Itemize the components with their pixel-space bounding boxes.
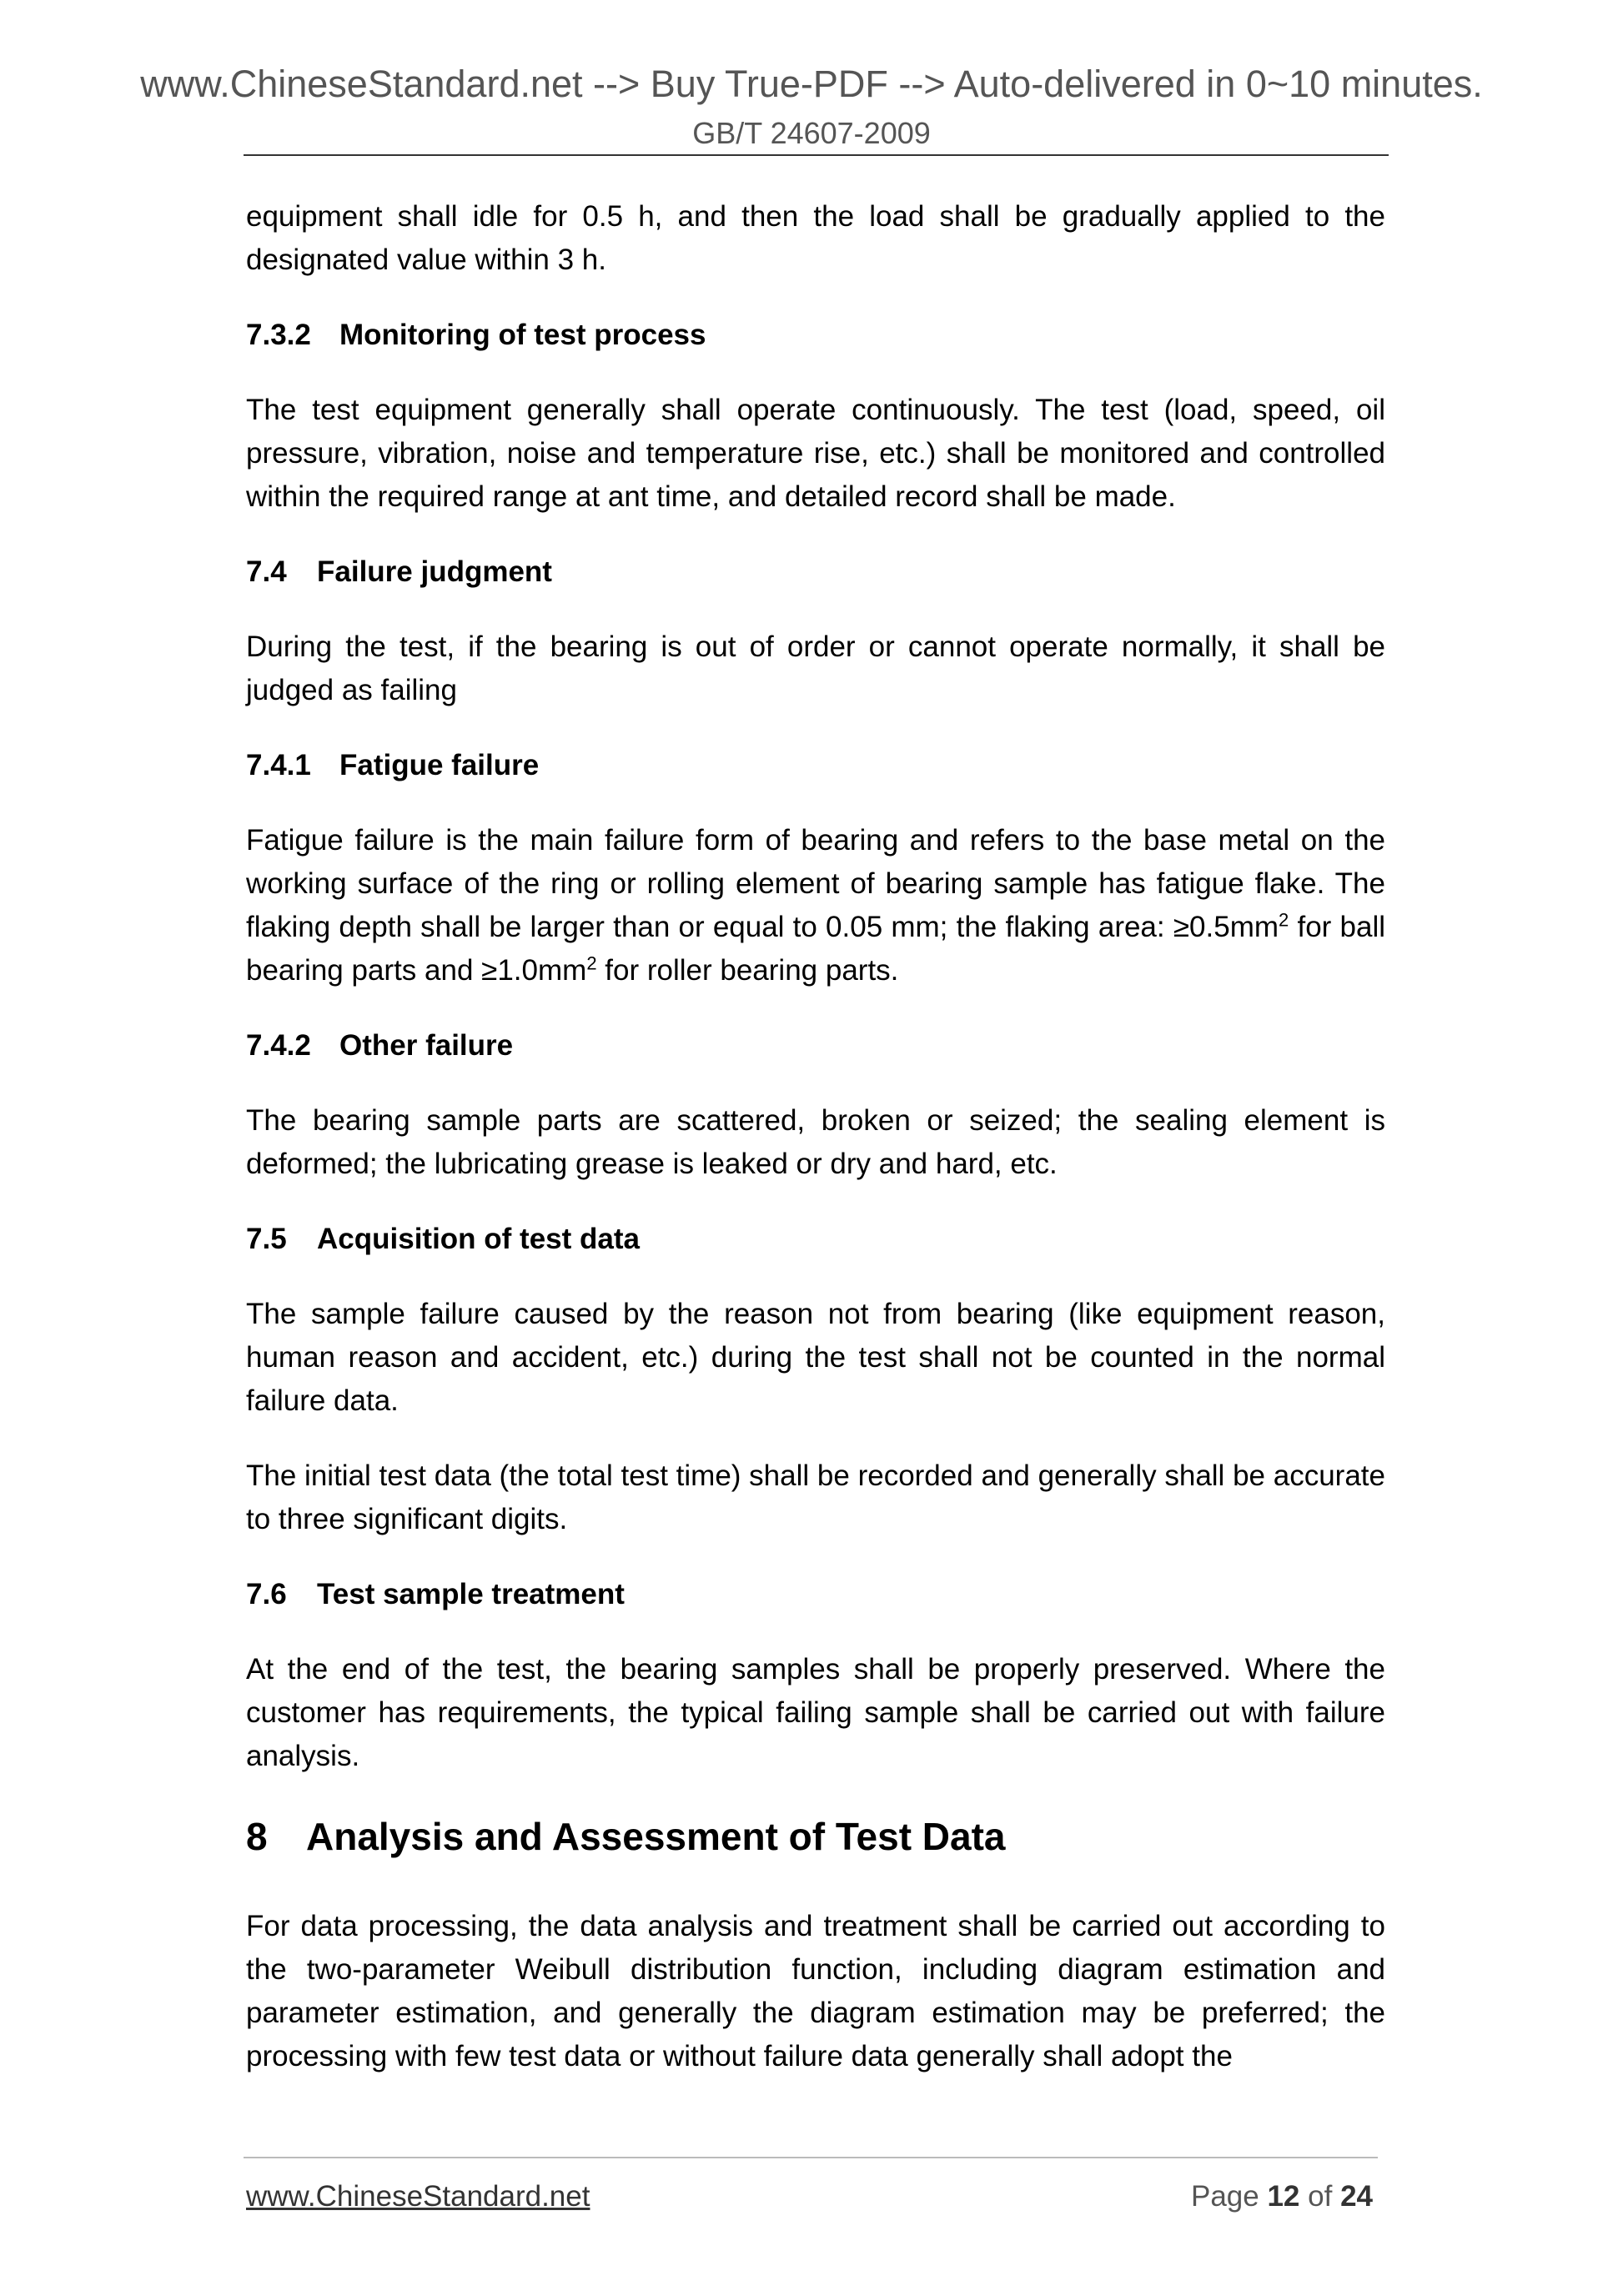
heading-7-4-1: [246, 744, 1385, 787]
heading-7-6: [246, 1573, 1385, 1616]
page-content: [246, 195, 1385, 2110]
footer-divider: [244, 2157, 1378, 2158]
paragraph-7-4-2: The bearing sample parts are scattered, broken or seized; the sealing element is deformed; the lubricating grease is leaked or dry and hard, etc.: [246, 1104, 1385, 1180]
section-number: 7.4.2: [246, 1029, 311, 1062]
paragraph-7-5-a: The sample failure caused by the reason not from bearing (like equipment reason, human reason and accident, etc.) during the test shall not be counted in the normal failure data.: [246, 1298, 1385, 1417]
paragraph-text: Fatigue failure is the main failure form of bearing and refers to the base metal on the working surface of the ring or rolling element of bearing sample has fatigue flake. The flaking depth shall be larger than or equal to 0.05 mm; the flaking area: ≥0.5mm: [246, 824, 1385, 943]
page-of: of: [1308, 2180, 1333, 2213]
paragraph-7-4: During the test, if the bearing is out of order or cannot operate normally, it shall be judged as failing: [246, 631, 1385, 706]
heading-7-5: [246, 1218, 1385, 1261]
header-divider: [244, 154, 1389, 156]
page-indicator: [1191, 2182, 1373, 2211]
heading-8: [246, 1811, 1385, 1861]
paragraph-7-3-2: The test equipment generally shall operate continuously. The test (load, speed, oil pressure, vibration, noise and temperature rise, etc.) shall be monitored and controlled within the required range at ant time, and detailed record shall be made.: [246, 394, 1385, 513]
section-title: Failure judgment: [317, 555, 552, 588]
heading-7-3-2: [246, 314, 1385, 357]
paragraph-8: For data processing, the data analysis and treatment shall be carried out according to the two-parameter Weibull distribution function, including diagram estimation and parameter estimation, and generally the diagram estimation may be preferred; the processing with few test data or without failure data generally shall adopt the: [246, 1910, 1385, 2072]
paragraph-7-6: At the end of the test, the bearing samples shall be properly preserved. Where the customer has requirements, the typical failing sample shall be carried out with failure analysis.: [246, 1653, 1385, 1772]
section-number: 7.6: [246, 1578, 287, 1610]
footer-link[interactable]: www.ChineseStandard.net: [246, 2180, 590, 2213]
section-title: Analysis and Assessment of Test Data: [306, 1815, 1006, 1858]
paragraph-text: for ball bearing parts and ≥1.0mm: [246, 911, 1385, 987]
superscript: 2: [1279, 909, 1289, 931]
section-title: Other failure: [339, 1029, 514, 1062]
section-number: 7.4: [246, 555, 287, 588]
section-number: 7.3.2: [246, 319, 311, 351]
section-title: Monitoring of test process: [339, 319, 706, 351]
superscript: 2: [586, 952, 597, 974]
section-title: Test sample treatment: [317, 1578, 625, 1610]
section-title: Fatigue failure: [339, 749, 540, 781]
paragraph-7-4-1: [246, 819, 1385, 992]
paragraph-intro: equipment shall idle for 0.5 h, and then the load shall be gradually applied to the designated value within 3 h.: [246, 200, 1385, 276]
page-current: 12: [1267, 2180, 1300, 2213]
section-number: 7.4.1: [246, 749, 311, 781]
section-title: Acquisition of test data: [317, 1223, 640, 1255]
page-prefix: Page: [1190, 2180, 1259, 2213]
section-number: 8: [246, 1815, 268, 1858]
paragraph-7-5-b: The initial test data (the total test time) shall be recorded and generally shall be accurate to three significant digits.: [246, 1459, 1385, 1535]
page-total: 24: [1340, 2180, 1373, 2213]
heading-7-4-2: [246, 1024, 1385, 1068]
paragraph-text: for roller bearing parts.: [596, 954, 899, 987]
document-id: GB/T 24607-2009: [692, 116, 931, 150]
top-banner-link[interactable]: www.ChineseStandard.net --> Buy True-PDF --> Auto-delivered in 0~10 minutes.: [140, 63, 1483, 105]
heading-7-4: [246, 550, 1385, 594]
section-number: 7.5: [246, 1223, 287, 1255]
